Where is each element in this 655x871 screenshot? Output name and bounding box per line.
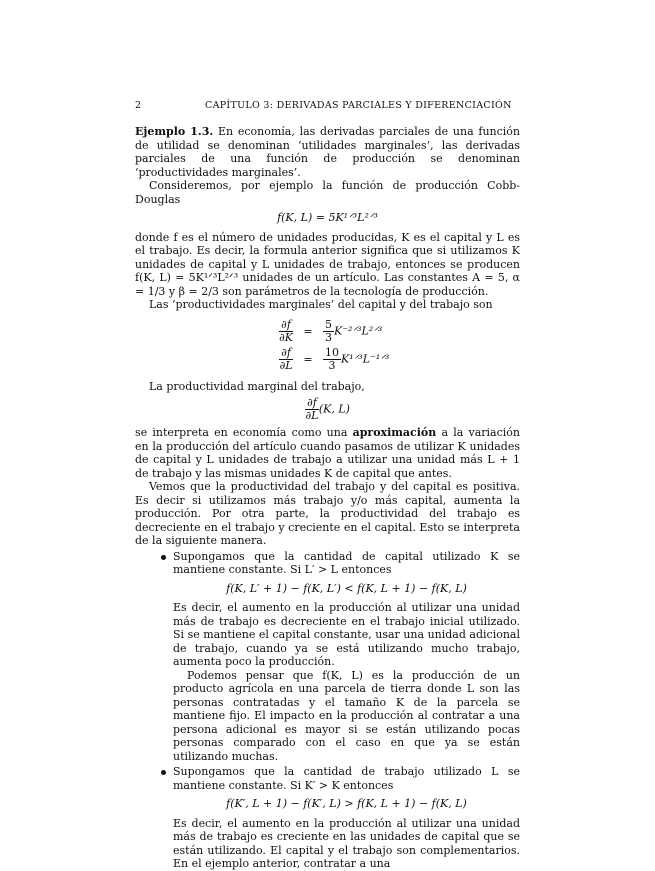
- df-dl-fraction: $\frac{\partial f}{\partial L}$: [279, 346, 293, 372]
- df-dk-fraction: $\frac{\partial f}{\partial K}$: [279, 318, 293, 344]
- bullet-labor-constant: Supongamos que la cantidad de trabajo utilizado L se mantiene constante. Si K′ > K entonces f(K′, L + 1) − f(K′, L) > f(K, L + 1) − f(K, L) Es decir, el aumento en la producción al utilizar una unidad más de trabajo es creciente en las unidades de capital que se están utilizando. El capital y el trabajo son complementarios. En el ejemplo anterior, contratar a una: [135, 765, 520, 871]
- chapter-title: CAPÍTULO 3: DERIVADAS PARCIALES Y DIFERENCIACIÓN: [205, 100, 512, 111]
- coef-5-3: $\frac{5}{3}$: [325, 318, 332, 344]
- marginal-intro: Las ‘productividades marginales’ del capital y del trabajo son: [149, 298, 493, 311]
- body-text: [135, 125, 520, 871]
- labor-marginal-text: La productividad marginal del trabajo,: [149, 379, 365, 393]
- where-paragraph: donde f es el número de unidades producidas, K es el capital y L es el trabajo. Es decir, la formula anterior significa que si utilizamos K unidades de capital y L unidades de trabajo, entonces se producen f(K, L) = 5K¹ᐟ³L²ᐟ³ unidades de un artículo. Las constantes A = 5, α = 1/3 y β = 2/3 son parámetros de la tecnología de producción.: [135, 230, 520, 298]
- bullet2-inequality: f(K′, L + 1) − f(K′, L) > f(K, L + 1) − f(K, L): [226, 797, 467, 810]
- consider-paragraph: Consideremos, por ejemplo la función de producción Cobb-Douglas: [135, 179, 520, 206]
- equation-row-dk: $\frac{\partial f}{\partial K}$ = $\frac{5}{3}$ K⁻²ᐟ³L²ᐟ³: [279, 318, 383, 344]
- page-number: 2: [135, 100, 142, 111]
- example-label: Ejemplo 1.3.: [135, 125, 214, 138]
- bullet-icon: [161, 555, 166, 560]
- bullet-capital-constant: Supongamos que la cantidad de capital utilizado K se mantiene constante. Si L′ > L entonces f(K, L′ + 1) − f(K, L′) < f(K, L + 1) − f(K, L) Es decir, el aumento en la producción al utilizar una unidad más de trabajo es decreciente en el trabajo inicial utilizado. Si se mantiene el capital constante, usar una unidad adicional de trabajo, cuando ya se está utilizando mucho trabajo, aumenta poco la producción. Podemos pensar que f(K, L) es la producción de un producto agrícola en una parcela de tierra donde L son las personas contratadas y el tamaño K de la parcela se mantiene fijo. El impacto en la producción al contratar a una persona adicional es mayor si se están utilizando pocas personas comparado con el caso en que ya se están utilizando muchas.: [135, 550, 520, 764]
- example-intro: Ejemplo 1.3. En economía, las derivadas parciales de una función de utilidad se denominan ‘utilidades marginales’, las derivadas parciales de una función de producción se denominan ‘productividades marginales’.: [135, 125, 520, 179]
- marginal-equations: [135, 318, 520, 374]
- equation-row-dl: $\frac{\partial f}{\partial L}$ = $\frac{10}{3}$ K¹ᐟ³L⁻¹ᐟ³: [279, 346, 390, 372]
- coef-10-3: $\frac{10}{3}$: [325, 346, 339, 372]
- vemos-paragraph: Vemos que la productividad del trabajo y del capital es positiva. Es decir si utilizamos más trabajo y/o más capital, aumenta la producción. Por otra parte, la productividad del trabajo es decreciente en el trabajo y creciente en el capital. Esto se interpreta de la siguiente manera.: [135, 480, 520, 547]
- bullet-icon: [161, 770, 166, 775]
- bullet1-inequality: f(K, L′ + 1) − f(K, L′) < f(K, L + 1) − f(K, L): [226, 581, 467, 595]
- labor-marginal-expression: $\frac{\partial f}{\partial L}$ (K, L): [305, 396, 350, 422]
- cobb-douglas-equation: f(K, L) = 5K¹ᐟ³L²ᐟ³: [277, 211, 378, 224]
- interpretation-paragraph: se interpreta en economía como una aproximación a la variación en la producción del artículo cuando pasamos de utilizar K unidades de capital y L unidades de trabajo a utilizar una unidad más L + 1 de trabajo y las mismas unidades K de capital que antes.: [135, 426, 520, 480]
